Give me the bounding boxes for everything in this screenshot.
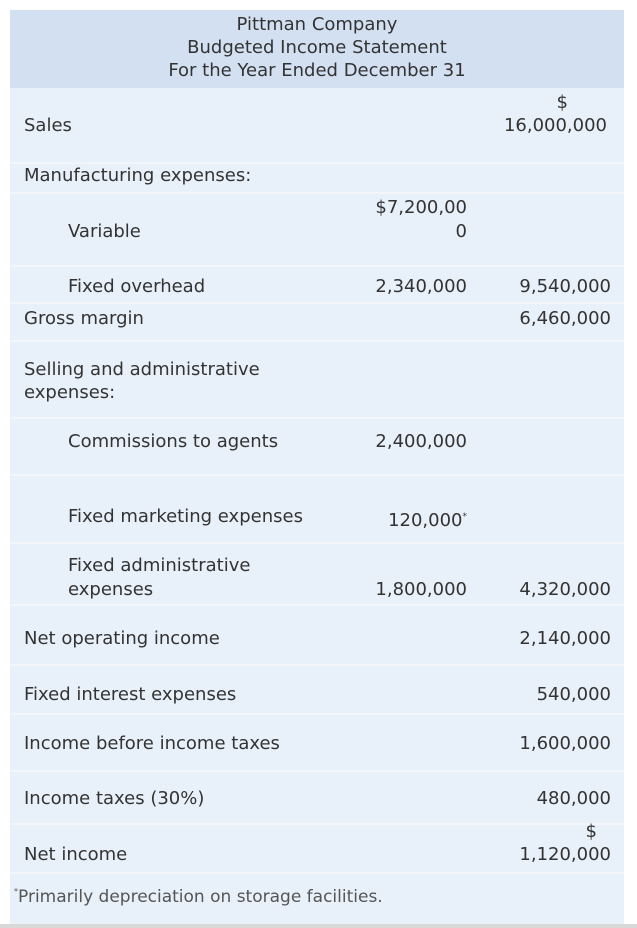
company-name: Pittman Company [236, 14, 398, 35]
fixed-overhead-amount: 2,340,000 [375, 276, 467, 297]
bottom-divider [0, 924, 637, 928]
fixed-marketing-amount: 120,000 [388, 510, 463, 531]
fixed-interest-total: 540,000 [536, 684, 611, 705]
net-income-total: 1,120,000 [519, 844, 611, 865]
sales-total: 16,000,000 [503, 115, 607, 136]
footnote [14, 887, 383, 907]
row-divider [10, 664, 624, 666]
fixed-marketing-label: Fixed marketing expenses [68, 506, 303, 527]
income-taxes-total: 480,000 [536, 788, 611, 809]
net-income-currency: $ [585, 821, 597, 842]
statement-title: Budgeted Income Statement [187, 37, 447, 58]
row-divider [10, 542, 624, 544]
row-divider [10, 713, 624, 715]
fixed-overhead-label: Fixed overhead [68, 276, 206, 297]
net-income-label: Net income [24, 844, 128, 865]
commissions-amount: 2,400,000 [375, 431, 467, 452]
statement-period: For the Year Ended December 31 [168, 60, 466, 81]
fixed-interest-label: Fixed interest expenses [24, 684, 237, 705]
row-divider [10, 192, 624, 194]
fixed-admin-label-line1: Fixed administrative [68, 555, 251, 576]
fixed-admin-label-line2: expenses [68, 579, 154, 600]
fixed-admin-amount: 1,800,000 [375, 579, 467, 600]
income-taxes-label: Income taxes (30%) [24, 788, 205, 809]
sales-label: Sales [24, 115, 72, 136]
fixed-admin-total: 4,320,000 [519, 579, 611, 600]
income-before-taxes-label: Income before income taxes [24, 733, 280, 754]
manufacturing-expenses-heading: Manufacturing expenses: [24, 165, 252, 186]
row-divider [10, 265, 624, 267]
variable-label: Variable [68, 221, 141, 242]
row-divider [10, 770, 624, 772]
row-divider [10, 340, 624, 342]
footnote-marker: * [462, 512, 467, 522]
footnote-text: Primarily depreciation on storage facilities. [18, 887, 383, 907]
variable-amount-line1: $7,200,00 [375, 197, 467, 218]
gross-margin-label: Gross margin [24, 308, 144, 329]
fixed-overhead-total: 9,540,000 [519, 276, 611, 297]
net-operating-income-label: Net operating income [24, 628, 220, 649]
income-before-taxes-total: 1,600,000 [519, 733, 611, 754]
fixed-marketing-amount-cell [388, 505, 467, 533]
variable-amount-line2: 0 [455, 221, 467, 242]
gross-margin-total: 6,460,000 [519, 308, 611, 329]
row-divider [10, 417, 624, 419]
selling-admin-heading-line2: expenses: [24, 382, 116, 403]
row-divider [10, 823, 624, 825]
row-divider [10, 872, 624, 874]
footnote-mark: * [14, 887, 18, 896]
income-statement-table [10, 10, 624, 927]
sales-currency: $ [556, 92, 568, 113]
row-divider [10, 302, 624, 304]
net-operating-income-total: 2,140,000 [519, 628, 611, 649]
commissions-label: Commissions to agents [68, 431, 279, 452]
statement-header [10, 10, 624, 88]
row-divider [10, 474, 624, 476]
selling-admin-heading-line1: Selling and administrative [24, 359, 260, 380]
row-divider [10, 604, 624, 606]
